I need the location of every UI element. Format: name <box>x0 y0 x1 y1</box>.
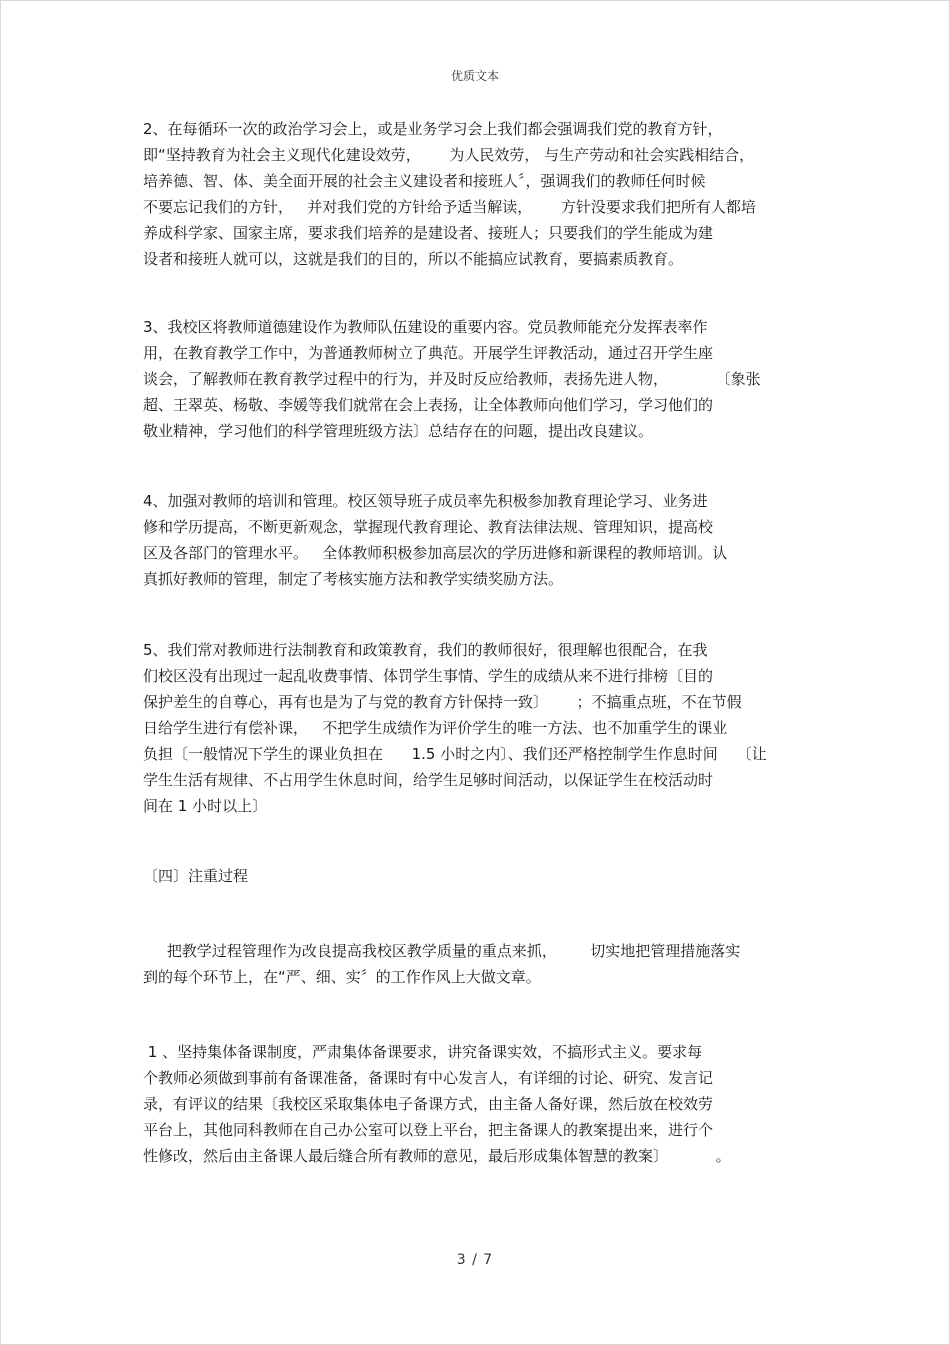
paragraph-intro <box>143 938 823 990</box>
text-line: 不要忘记我们的方针， 并对我们党的方针给予适当解读， 方针没要求我们把所有人都培 <box>143 198 756 216</box>
text-line: 性修改，然后由主备课人最后缝合所有教师的意见，最后形成集体智慧的教案〕 。 <box>143 1147 731 1165</box>
text-line: 2、在每循环一次的政治学习会上，或是业务学习会上我们都会强调我们党的教育方针， <box>143 120 723 138</box>
text-line: 谈会，了解教师在教育教学过程中的行为，并及时反应给教师，表扬先进人物， 〔象张 <box>143 370 761 388</box>
text-line: 个教师必须做到事前有备课准备，备课时有中心发言人，有详细的讨论、研究、发言记 <box>143 1069 714 1087</box>
paragraph-item-1 <box>143 1039 823 1169</box>
paragraph-item-2 <box>143 116 823 272</box>
text-line: 录，有评议的结果〔我校区采取集体电子备课方式，由主备人备好课，然后放在校效劳 <box>143 1095 714 1113</box>
text-line: 把教学过程管理作为改良提高我校区教学质量的重点来抓， 切实地把管理措施落实 <box>143 942 741 960</box>
text-line: 区及各部门的管理水平。 全体教师积极参加高层次的学历进修和新课程的教师培训。认 <box>143 544 728 562</box>
text-line: 到的每个环节上，在“严、细、实〞的工作作风上大做文章。 <box>143 968 541 986</box>
text-line: 1 、坚持集体备课制度，严肃集体备课要求，讲究备课实效，不搞形式主义。要求每 <box>143 1043 703 1061</box>
paragraph-item-5 <box>143 637 823 819</box>
text-line: 们校区没有出现过一起乱收费事情、体罚学生事情、学生的成绩从来不进行排榜〔目的 <box>143 667 714 685</box>
text-line: 超、王翠英、杨敬、李媛等我们就常在会上表扬，让全体教师向他们学习，学习他们的 <box>143 396 714 414</box>
section-heading-text: 〔四〕注重过程 <box>143 867 249 885</box>
text-line: 真抓好教师的管理，制定了考核实施方法和教学实绩奖励方法。 <box>143 570 564 588</box>
text-line: 负担〔一般情况下学生的课业负担在 1.5 小时之内〕、我们还严格控制学生作息时间 〔让 <box>143 745 767 763</box>
text-line: 保护差生的自尊心，再有也是为了与党的教育方针保持一致〕 ；不搞重点班，不在节假 <box>143 693 742 711</box>
text-line: 4、加强对教师的培训和管理。校区领导班子成员率先积极参加教育理论学习、业务进 <box>143 492 708 510</box>
text-line: 敬业精神，学习他们的科学管理班级方法〕总结存在的问题，提出改良建议。 <box>143 422 654 440</box>
text-line: 日给学生进行有偿补课， 不把学生成绩作为评价学生的唯一方法、也不加重学生的课业 <box>143 719 728 737</box>
text-line: 5、我们常对教师进行法制教育和政策教育，我们的教师很好，很理解也很配合，在我 <box>143 641 708 659</box>
paragraph-item-4 <box>143 488 823 592</box>
text-line: 平台上，其他同科教师在自己办公室可以登上平台，把主备课人的教案提出来，进行个 <box>143 1121 714 1139</box>
text-line: 修和学历提高，不断更新观念，掌握现代教育理论、教育法律法规、管理知识，提高校 <box>143 518 714 536</box>
text-line: 养成科学家、国家主席，要求我们培养的是建设者、接班人；只要我们的学生能成为建 <box>143 224 714 242</box>
text-line: 间在 1 小时以上〕 <box>143 797 268 815</box>
text-line: 学生生活有规律、不占用学生休息时间，给学生足够时间活动，以保证学生在校活动时 <box>143 771 714 789</box>
paragraph-item-3 <box>143 314 823 444</box>
text-line: 3、我校区将教师道德建设作为教师队伍建设的重要内容。党员教师能充分发挥表率作 <box>143 318 708 336</box>
text-line: 设者和接班人就可以，这就是我们的目的，所以不能搞应试教育，要搞素质教育。 <box>143 250 684 268</box>
section-heading <box>143 863 823 889</box>
text-line: 即“坚持教育为社会主义现代化建设效劳， 为人民效劳， 与生产劳动和社会实践相结合， <box>143 146 755 164</box>
page-number: 3 / 7 <box>456 1252 494 1268</box>
text-line: 培养德、智、体、美全面开展的社会主义建设者和接班人〞，强调我们的教师任何时候 <box>143 172 706 190</box>
text-line: 用，在教育教学工作中，为普通教师树立了典范。开展学生评教活动，通过召开学生座 <box>143 344 714 362</box>
page-header: 优质文本 <box>450 69 499 83</box>
